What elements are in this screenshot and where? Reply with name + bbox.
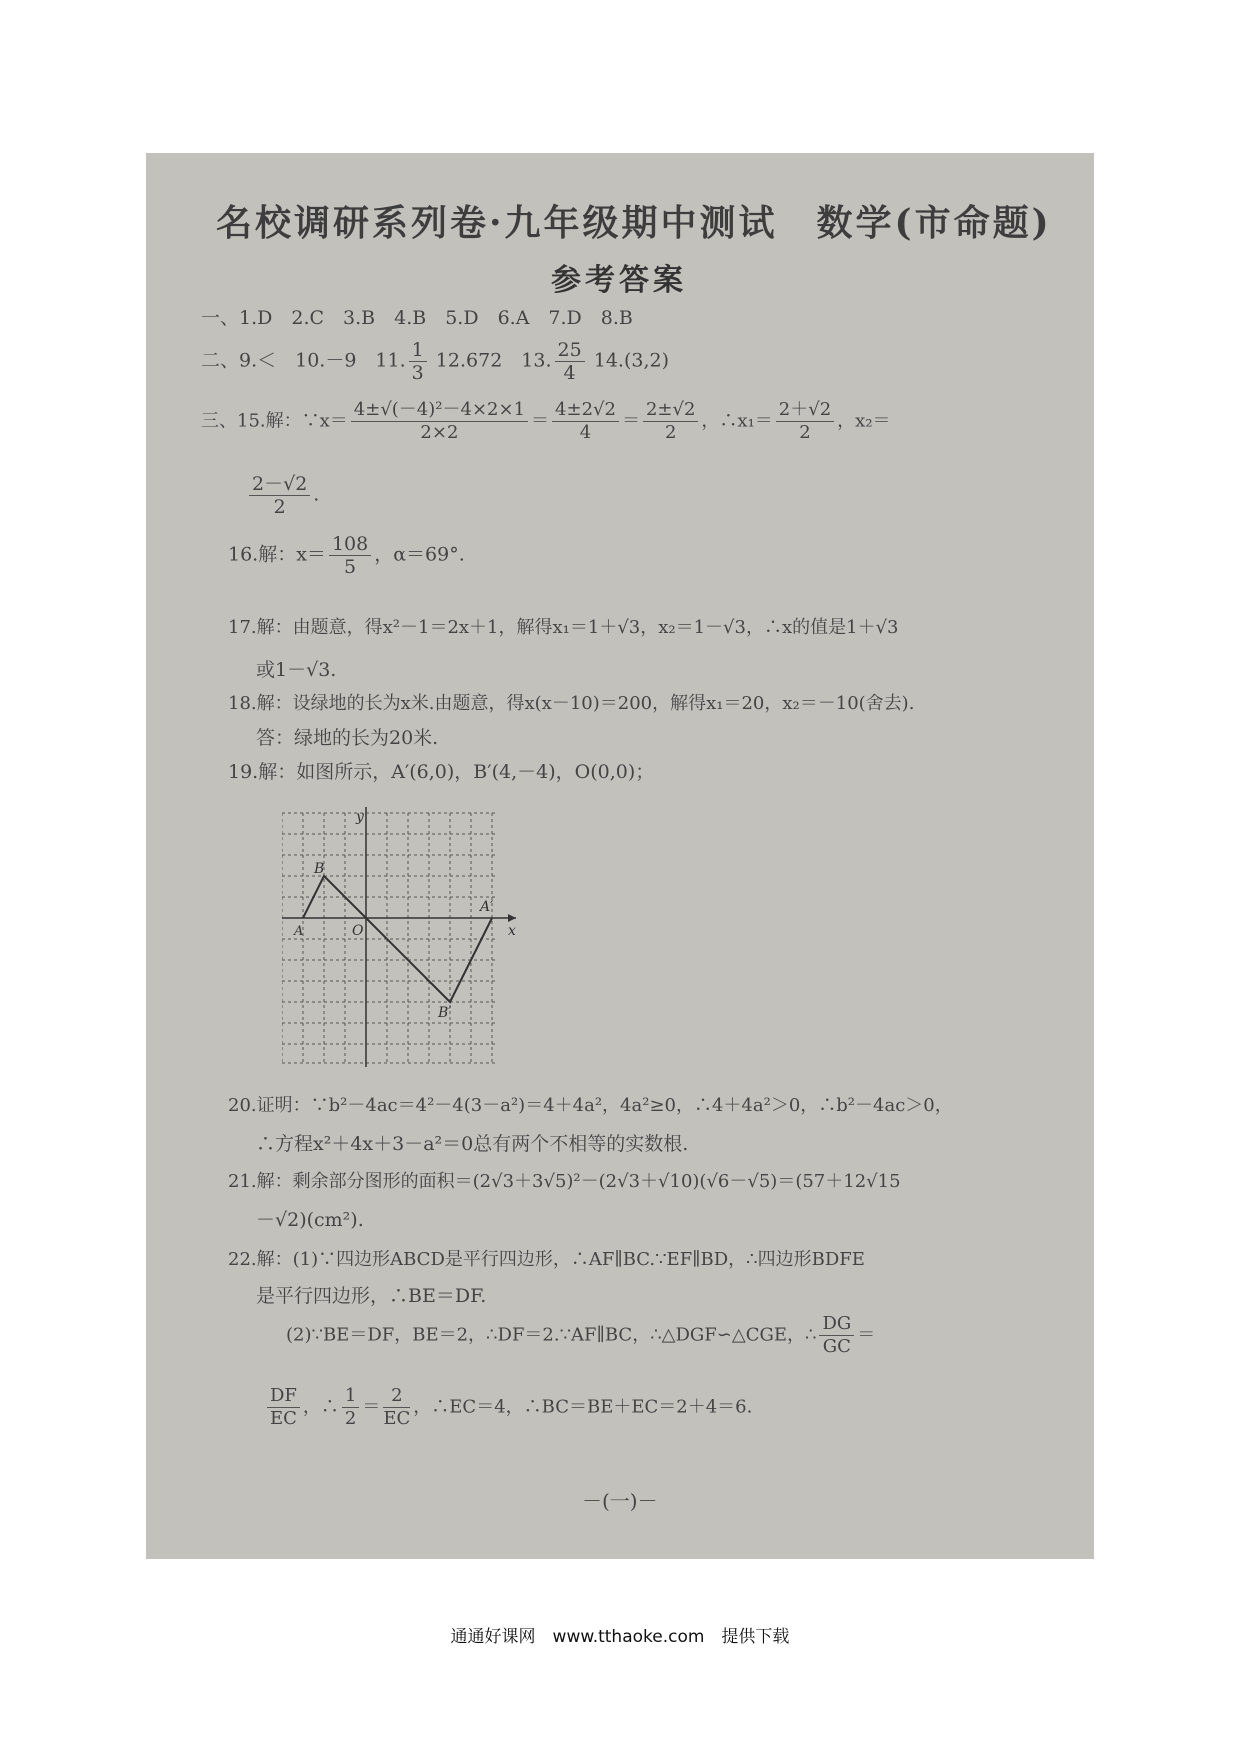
fraction-numerator: 2 bbox=[383, 1385, 410, 1408]
fraction-numerator: 4±2√2 bbox=[552, 399, 619, 422]
point-a-prime-label: A′ bbox=[480, 899, 494, 915]
fraction-denominator: 2 bbox=[799, 422, 811, 443]
q15-tail: ，x₂＝ bbox=[837, 410, 891, 432]
fraction-denominator: 2 bbox=[344, 1408, 357, 1429]
q22-fraction-half bbox=[342, 1385, 359, 1430]
answer-q20-line1: 20.证明：∵b²－4ac＝4²－4(3－a²)＝4＋4a²，4a²≥0，∴4＋4a²＞0，∴b²－4ac＞0， bbox=[228, 1095, 953, 1116]
answer-q18-line1: 18.解：设绿地的长为x米.由题意，得x(x－10)＝200，解得x₁＝20，x₂＝－10(舍去). bbox=[228, 693, 915, 714]
fraction-numerator: 2＋√2 bbox=[776, 399, 834, 422]
fraction-numerator: 1 bbox=[409, 339, 427, 362]
fraction-q13 bbox=[555, 339, 585, 384]
x-axis-arrow bbox=[508, 914, 516, 922]
q22-fraction-df-ec bbox=[267, 1385, 300, 1430]
fraction-numerator: DF bbox=[267, 1385, 300, 1408]
q15-end: . bbox=[313, 483, 320, 506]
q22-therefore: ，∴ bbox=[302, 1396, 339, 1418]
origin-label: O bbox=[352, 923, 364, 939]
answer-q15-continued bbox=[246, 473, 319, 518]
answer-q22-line3 bbox=[286, 1313, 875, 1358]
answer-q22-line4 bbox=[264, 1385, 752, 1430]
answer-section-2 bbox=[201, 339, 669, 384]
answer-q21-line2: －√2)(cm²). bbox=[256, 1209, 364, 1231]
section2-q14: 14.(3,2) bbox=[593, 349, 669, 372]
answer-q15 bbox=[201, 399, 891, 444]
fraction-denominator: 2 bbox=[664, 422, 677, 443]
q22-part2-tail: ＝ bbox=[857, 1324, 876, 1346]
q22-fraction-dg-gc bbox=[819, 1313, 854, 1358]
q15-fraction-2 bbox=[552, 399, 619, 444]
fraction-denominator: 5 bbox=[344, 556, 357, 578]
q22-part2-prefix: (2)∵BE＝DF，BE＝2，∴DF＝2.∵AF∥BC，∴△DGF∽△CGE，∴ bbox=[286, 1324, 817, 1346]
q15-fraction-5 bbox=[249, 473, 310, 518]
q15-fraction-1 bbox=[351, 399, 528, 444]
answer-q20-line2: ∴方程x²＋4x＋3－a²＝0总有两个不相等的实数根. bbox=[256, 1133, 689, 1155]
equals-sign: ＝ bbox=[362, 1396, 381, 1418]
point-b-prime-label: B′ bbox=[438, 1005, 452, 1021]
fraction-q11 bbox=[409, 339, 427, 384]
point-a-label: A bbox=[294, 924, 304, 939]
answer-q17-line2: 或1－√3. bbox=[256, 659, 337, 681]
x-axis-label: x bbox=[508, 923, 516, 939]
q15-fraction-4 bbox=[776, 399, 834, 444]
fraction-numerator: 1 bbox=[342, 1385, 359, 1408]
page-title: 名校调研系列卷·九年级期中测试 数学(市命题) bbox=[216, 202, 1052, 244]
y-axis-label: y bbox=[356, 809, 364, 825]
fraction-denominator: GC bbox=[822, 1336, 851, 1357]
answer-q21-line1: 21.解：剩余部分图形的面积＝(2√3＋3√5)²－(2√3＋√10)(√6－√5)＝(57＋12√15 bbox=[228, 1171, 901, 1192]
answer-q22-line1: 22.解：(1)∵四边形ABCD是平行四边形，∴AF∥BC.∵EF∥BD，∴四边形BDFE bbox=[228, 1249, 865, 1270]
answer-q17-line1: 17.解：由题意，得x²－1＝2x＋1，解得x₁＝1＋√3，x₂＝1－√3，∴x的值是1＋√3 bbox=[228, 617, 899, 638]
scanned-answer-sheet bbox=[146, 153, 1094, 1559]
q22-conclusion: ，∴EC＝4，∴BC＝BE＋EC＝2＋4＝6. bbox=[413, 1396, 753, 1418]
section2-q12: 12.672 13. bbox=[435, 349, 552, 372]
page-subtitle: 参考答案 bbox=[551, 263, 687, 298]
answer-section-1: 一、1.D 2.C 3.B 4.B 5.D 6.A 7.D 8.B bbox=[201, 307, 633, 329]
equals-sign: ＝ bbox=[621, 410, 640, 432]
point-b-label: B bbox=[314, 861, 325, 877]
fraction-denominator: 2 bbox=[273, 496, 286, 518]
section2-prefix: 二、9.＜ 10.－9 11. bbox=[201, 349, 406, 372]
answer-q22-line2: 是平行四边形，∴BE＝DF. bbox=[256, 1285, 487, 1307]
grid-lines bbox=[282, 813, 497, 1063]
q15-middle: ，∴x₁＝ bbox=[701, 410, 773, 432]
fraction-denominator: EC bbox=[383, 1408, 411, 1429]
equals-sign: ＝ bbox=[531, 410, 550, 432]
q16-fraction bbox=[329, 533, 371, 578]
fraction-numerator: DG bbox=[819, 1313, 854, 1336]
fraction-numerator: 108 bbox=[329, 533, 371, 556]
q15-prefix: 三、15.解：∵x＝ bbox=[201, 410, 348, 432]
fraction-denominator: 4 bbox=[563, 362, 576, 384]
q15-fraction-3 bbox=[643, 399, 698, 444]
page-number: －(一)－ bbox=[582, 1489, 658, 1513]
answer-q19: 19.解：如图所示，A′(6,0)，B′(4,－4)，O(0,0)； bbox=[228, 761, 655, 783]
q22-fraction-2-ec bbox=[383, 1385, 410, 1430]
download-footer: 通通好课网 www.tthaoke.com 提供下载 bbox=[450, 1627, 790, 1647]
answer-q18-line2: 答：绿地的长为20米. bbox=[256, 727, 439, 749]
fraction-numerator: 2±√2 bbox=[643, 399, 698, 422]
fraction-numerator: 2－√2 bbox=[249, 473, 310, 496]
fraction-numerator: 25 bbox=[555, 339, 585, 362]
fraction-denominator: EC bbox=[270, 1408, 297, 1429]
answer-q16 bbox=[228, 533, 465, 578]
q16-tail: ，α＝69°. bbox=[374, 543, 465, 566]
fraction-numerator: 4±√(－4)²－4×2×1 bbox=[351, 399, 528, 422]
q16-prefix: 16.解：x＝ bbox=[228, 543, 326, 566]
fraction-denominator: 3 bbox=[411, 362, 424, 384]
coordinate-grid-figure bbox=[282, 805, 522, 1069]
fraction-denominator: 4 bbox=[579, 422, 592, 443]
fraction-denominator: 2×2 bbox=[420, 422, 459, 443]
